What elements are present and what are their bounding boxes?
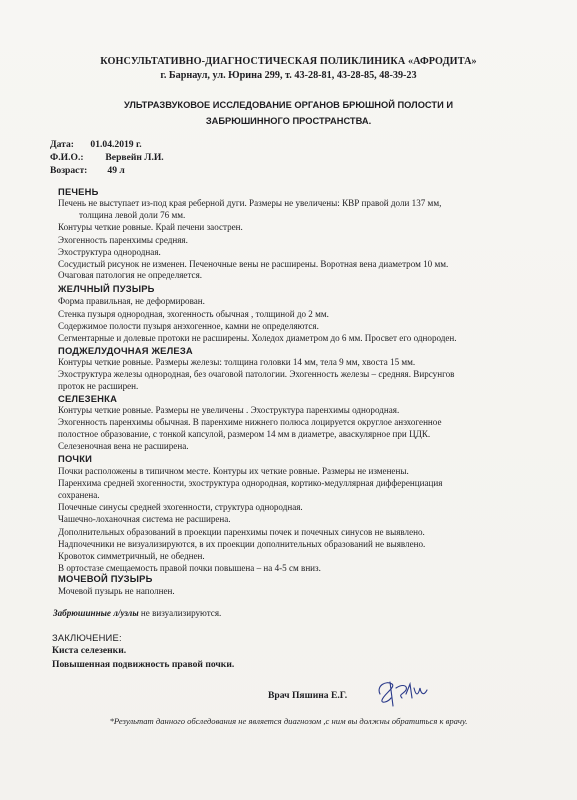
liver-line: Сосудистый рисунок не изменен. Печеночные вены не расширены. Воротная вена диаметром 10 мм. xyxy=(58,259,449,269)
report-title-line2: ЗАБРЮШИННОГО ПРОСТРАНСТВА. xyxy=(205,116,372,126)
kidneys-line: Почки расположены в типичном месте. Контуры их четкие ровные. Размеры не изменены. xyxy=(58,466,409,476)
pancreas-line: Контуры четкие ровные. Размеры железы: толщина головки 14 мм, тела 9 мм, хвоста 15 мм. xyxy=(58,357,416,367)
pancreas-line: проток не расширен. xyxy=(58,381,139,391)
gallbladder-line: Форма правильная, не деформирован. xyxy=(58,296,205,306)
gallbladder-line: Стенка пузыря однородная, эхогенность обычная , толщиной до 2 мм. xyxy=(58,309,329,319)
age-label: Возраст: xyxy=(50,165,88,176)
pancreas-line: Эхоструктура железы однородная, без очаговой патологии. Эхогенность железы – средняя. Вирсунгов xyxy=(58,369,455,379)
liver-heading: ПЕЧЕНЬ xyxy=(58,186,99,197)
spleen-line: Селезеночная вена не расширена. xyxy=(58,441,189,451)
kidneys-line: В ортостазе смещаемость правой почки повышена – на 4-5 см вниз. xyxy=(58,563,321,573)
conclusion-line: Повышенная подвижность правой почки. xyxy=(52,659,235,670)
kidneys-line: сохранена. xyxy=(58,490,100,500)
lymph-nodes-label: Забрюшинные л/узлы xyxy=(53,608,139,618)
bladder-line: Мочевой пузырь не наполнен. xyxy=(58,586,175,596)
kidneys-line: Надпочечники не визуализируются, в их проекции дополнительных образований не выявлено. xyxy=(58,539,426,549)
spleen-line: Контуры четкие ровные. Размеры не увеличены . Эхоструктура паренхимы однородная. xyxy=(58,405,400,415)
gallbladder-heading: ЖЕЛЧНЫЙ ПУЗЫРЬ xyxy=(58,283,155,294)
gallbladder-line: Содержимое полости пузыря анэхогенное, камни не определяются. xyxy=(58,321,319,331)
name-label: Ф.И.О.: xyxy=(50,152,84,163)
liver-line: Очаговая патология не определяется. xyxy=(58,270,203,280)
patient-age xyxy=(50,165,125,176)
lymph-nodes-line xyxy=(53,608,221,618)
liver-line: Контуры четкие ровные. Край печени заострен. xyxy=(58,222,243,232)
spleen-heading: СЕЛЕЗЕНКА xyxy=(58,393,118,404)
patient-name xyxy=(50,152,164,163)
kidneys-heading: ПОЧКИ xyxy=(58,453,93,464)
pancreas-heading: ПОДЖЕЛУДОЧНАЯ ЖЕЛЕЗА xyxy=(58,345,193,356)
liver-line: толщина левой доли 76 мм. xyxy=(79,210,186,220)
name-value: Вервейн Л.И. xyxy=(105,152,164,163)
kidneys-line: Чашечно-лоханочная система не расширена. xyxy=(58,514,231,524)
clinic-address: г. Барнаул, ул. Юрина 299, т. 43-28-81, 43-28-85, 48-39-23 xyxy=(160,70,417,81)
kidneys-line: Паренхима средней эхогенности, эхоструктура однородная, кортико-медуллярная дифференциация xyxy=(58,478,443,488)
spleen-line: полостное образование, с тонкой капсулой, размером 14 мм в диаметре, аваскулярное при ЦДК. xyxy=(58,429,431,439)
bladder-heading: МОЧЕВОЙ ПУЗЫРЬ xyxy=(58,573,153,584)
exam-date xyxy=(50,139,142,150)
lymph-nodes-text: не визуализируются. xyxy=(138,608,222,618)
clinic-name: КОНСУЛЬТАТИВНО-ДИАГНОСТИЧЕСКАЯ ПОЛИКЛИНИКА «АФРОДИТА» xyxy=(100,56,477,67)
date-value: 01.04.2019 г. xyxy=(90,139,142,150)
report-title-line1: УЛЬТРАЗВУКОВОЕ ИССЛЕДОВАНИЕ ОРГАНОВ БРЮШНОЙ ПОЛОСТИ И xyxy=(123,100,454,110)
date-label: Дата: xyxy=(50,139,74,150)
age-value: 49 л xyxy=(107,165,125,176)
liver-line: Эхогенность паренхимы средняя. xyxy=(58,235,188,245)
kidneys-line: Почечные синусы средней эхогенности, структура однородная. xyxy=(58,502,303,512)
conclusion-heading: ЗАКЛЮЧЕНИЕ: xyxy=(52,632,122,643)
doctor-signature: Врач Пяшина Е.Г. xyxy=(268,690,348,701)
kidneys-line: Кровоток симметричный, не обеднен. xyxy=(58,551,205,561)
conclusion-line: Киста селезенки. xyxy=(52,645,127,656)
gallbladder-line: Сегментарные и долевые протоки не расширены. Холедох диаметром до 6 мм. Просвет его однороден. xyxy=(58,333,457,343)
handwritten-signature xyxy=(372,676,432,710)
disclaimer-footnote: *Результат данного обследования не является диагнозом ,с ним вы должны обратиться к врачу. xyxy=(109,716,468,726)
liver-line: Печень не выступает из-под края реберной дуги. Размеры не увеличены: КВР правой доли 137 мм, xyxy=(58,198,442,208)
liver-line: Эхоструктура однородная. xyxy=(58,247,161,257)
spleen-line: Эхогенность паренхимы обычная. В паренхиме нижнего полюса лоцируется округлое анэхогенное xyxy=(58,417,442,427)
kidneys-line: Дополнительных образований в проекции паренхимы почек и почечных синусов не выявлено. xyxy=(58,527,425,537)
